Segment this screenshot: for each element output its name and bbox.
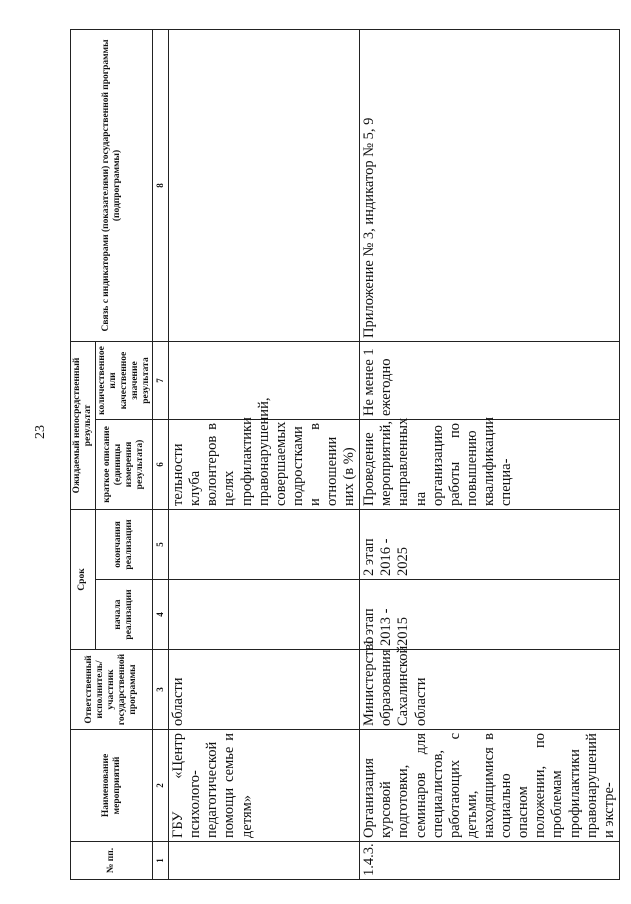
header-term: Срок <box>71 510 96 650</box>
cell-num <box>169 842 360 880</box>
header-name: Наименование мероприятий <box>71 730 153 842</box>
col-number: 5 <box>153 510 169 580</box>
col-number: 4 <box>153 580 169 650</box>
header-num: № пп. <box>71 842 153 880</box>
cell-end <box>169 510 360 580</box>
header-term-start: начала реализации <box>95 580 153 650</box>
header-term-end: окончания реализации <box>95 510 153 580</box>
cell-start: 1 этап 2013 - 2015 <box>360 580 620 650</box>
cell-quant: Не менее 1 ежегодно <box>360 342 620 420</box>
measures-table <box>70 29 620 880</box>
cell-start <box>169 580 360 650</box>
header-expected: Ожидаемый непосредственный результат <box>71 342 96 510</box>
header-executor: Ответственный исполнитель/ участник государственной программы <box>71 650 153 730</box>
cell-num: 1.4.3. <box>360 842 620 880</box>
header-expected-quant: количественное или качественное значение результата <box>95 342 153 420</box>
rotated-table-container <box>70 0 617 904</box>
col-number: 7 <box>153 342 169 420</box>
cell-executor: области <box>169 650 360 730</box>
header-link: Связь с индикаторами (показателями) государственной программы (подпрограммы) <box>71 30 153 342</box>
cell-link <box>169 30 360 342</box>
col-number: 8 <box>153 30 169 342</box>
cell-short: Проведение мероприятий, направленных на организацию работы по повышению квалификации специа- <box>360 420 620 510</box>
cell-short: тельности клуба волонтеров в целях профилактики правонарушений, совершаемых подростками и в отношении них (в %) <box>169 420 360 510</box>
table-row <box>360 30 620 880</box>
cell-name: ГБУ «Центр психолого-педагогической помощи семье и детям» <box>169 730 360 842</box>
column-number-row <box>153 30 169 880</box>
table-row <box>169 30 360 880</box>
col-number: 6 <box>153 420 169 510</box>
page-number: 23 <box>33 425 48 439</box>
cell-executor: Министерство образования Сахалинской области <box>360 650 620 730</box>
cell-end: 2 этап 2016 - 2025 <box>360 510 620 580</box>
col-number: 2 <box>153 730 169 842</box>
col-number: 3 <box>153 650 169 730</box>
cell-name: Организация курсовой подготовки, семинаров для специалистов, работающих с детьми, находящимися в социально опасном положении, по проблемам профилактики правонарушений и экстре- <box>360 730 620 842</box>
header-expected-short: краткое описание (единицы измерения результата) <box>95 420 153 510</box>
cell-link: Приложение № 3, индикатор № 5, 9 <box>360 30 620 342</box>
col-number: 1 <box>153 842 169 880</box>
